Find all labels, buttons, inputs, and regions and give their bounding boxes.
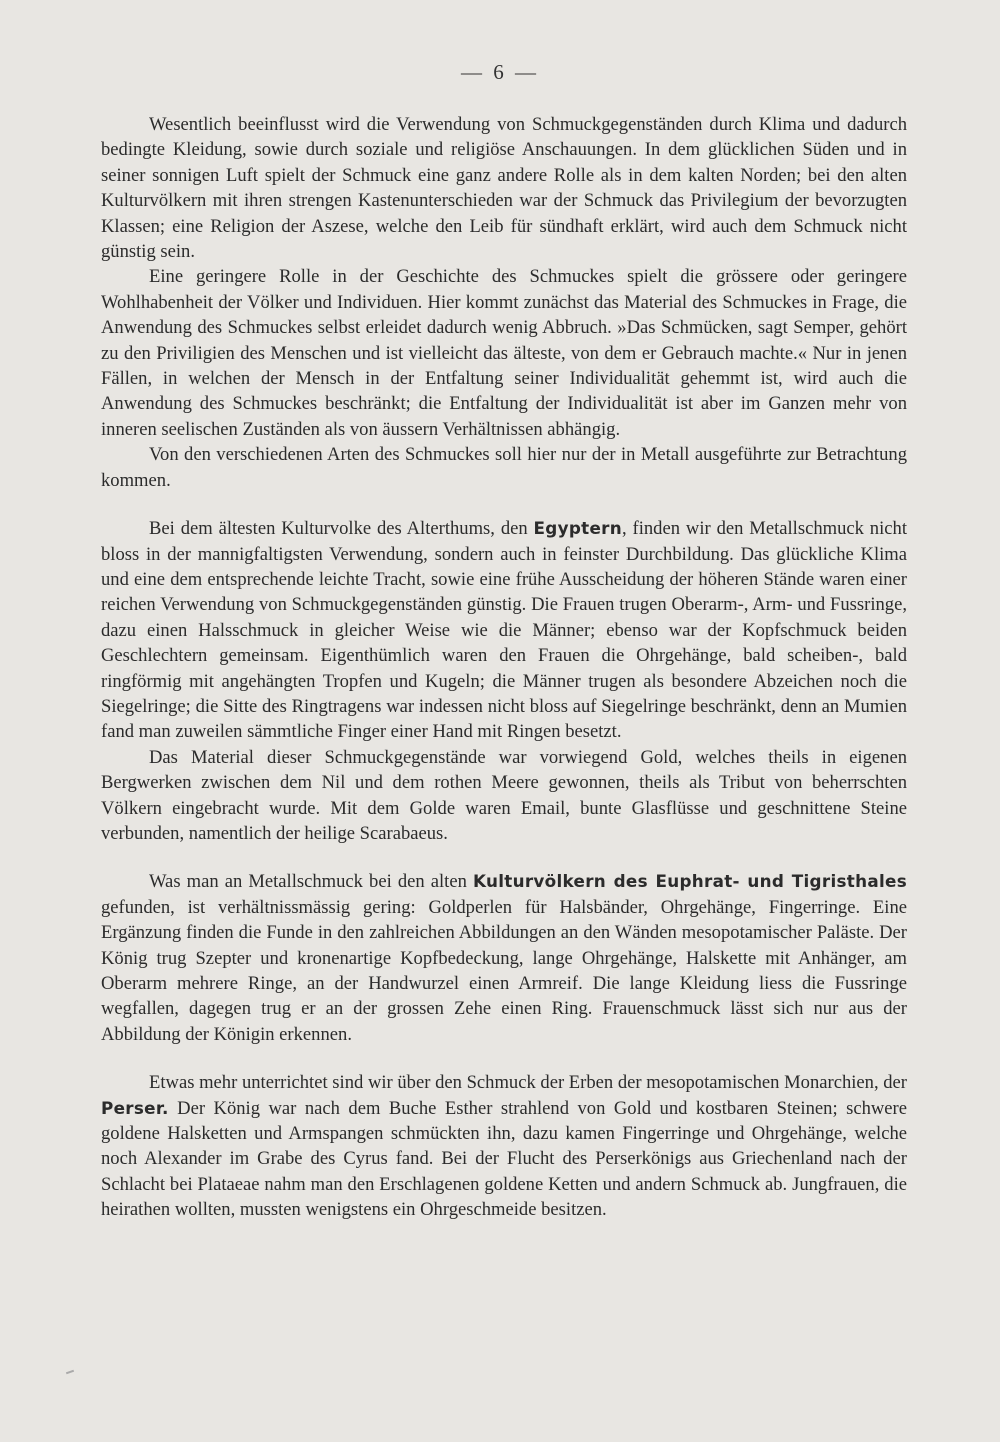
paragraph <box>101 264 907 442</box>
paragraph-text: Der König war nach dem Buche Esther strahlend von Gold und kostbaren Steinen; schwere goldene Halsketten und Armspangen schmückten ihn, dazu kamen Fingerringe und Ohrgehänge, welche noch Alexander im Grabe des Cyrus fand. Bei der Flucht des Perserkönigs aus Griechenland nach der Schlacht bei Plataeae nahm man den Erschlagenen goldene Ketten und andern Schmuck ab. Jungfrauen, die heirathen wollten, mussten wenigstens ein Ohrgeschmeide besitzen. <box>101 1097 907 1221</box>
paragraph-text: Was man an Metallschmuck bei den alten <box>149 871 473 893</box>
paragraph-text: Etwas mehr unterrichtet sind wir über den Schmuck der Erben der mesopotamischen Monarchien, der <box>149 1072 907 1094</box>
paragraph <box>101 442 907 493</box>
paragraph-text: Bei dem ältesten Kulturvolke des Alterthums, den <box>149 518 534 540</box>
paragraph-text: Wesentlich beeinflusst wird die Verwendung von Schmuckgegenständen durch Klima und dadurch bedingte Kleidung, sowie durch soziale und religiöse Anschauungen. In dem glücklichen Süden und in seiner sonnigen Luft spielt der Schmuck eine ganz andere Rolle als in dem kalten Norden; bei den alten Kulturvölkern mit ihren strengen Kastenunterschieden war der Schmuck das Privilegium der bevorzugten Klassen; eine Religion der Aszese, welche den Leib für sündhaft erklärt, wird auch dem Schmuck nicht günstig sein. <box>101 114 907 263</box>
paragraph-text: Eine geringere Rolle in der Geschichte des Schmuckes spielt die grössere oder geringere Wohlhabenheit der Völker und Individuen. Hier kommt zunächst das Material des Schmuckes in Frage, die Anwendung des Schmuckes selbst erleidet dadurch wenig Abbruch. »Das Schmücken, sagt Semper, gehört zu den Priviligien des Menschen und ist vielleicht das älteste, von dem er Gebrauch machte.« Nur in jenen Fällen, in welchen der Mensch in der Entfaltung seiner Individualität gehemmt ist, wird auch die Anwendung des Schmuckes beschränkt; die Entfaltung der Individualität ist aber im Ganzen mehr von inneren seelischen Zuständen als von äussern Verhältnissen abhängig. <box>101 266 907 440</box>
paragraph <box>101 745 907 847</box>
paragraph-text: , finden wir den Metallschmuck nicht bloss in der mannigfaltigsten Verwendung, sondern auch in feinster Durchbildung. Das glückliche Klima und eine dem entsprechende leichte Tracht, sowie eine frühe Ausscheidung der höheren Stände waren einer reichen Verwendung von Schmuckgegenständen günstig. Die Frauen trugen Oberarm-, Arm- und Fussringe, dazu einen Halsschmuck in gleicher Weise wie die Männer; ebenso war der Kopfschmuck beiden Geschlechtern gemeinsam. Eigenthümlich waren den Frauen die Ohrgehänge, bald scheiben-, bald ringförmig mit angehängten Tropfen und Kugeln; die Männer trugen als besondere Abzeichen noch die Siegelringe; die Sitte des Ringtragens war indessen nicht bloss auf Siegelringe beschränkt, denn an Mumien fand man zuweilen sämmtliche Finger einer Hand mit Ringen besetzt. <box>101 518 907 743</box>
page-number: — 6 — <box>461 60 539 84</box>
paragraph-text: gefunden, ist verhältnissmässig gering: Goldperlen für Halsbänder, Ohrgehänge, Fingerringe. Eine Ergänzung finden die Funde in den zahlreichen Abbildungen an den Wänden mesopotamischer Paläste. Der König trug Szepter und kronenartige Kopfbedeckung, lange Ohrgehänge, Halskette mit Anhänger, am Oberarm mehrere Ringe, an der Handwurzel einen Armreif. Die lange Kleidung liess die Fussringe wegfallen, dagegen trug er an der grossen Zehe einen Ring. Frauenschmuck lässt sich nur aus der Abbildung der Königin erkennen. <box>101 896 907 1045</box>
body-text <box>101 112 907 1223</box>
paragraph <box>101 112 907 264</box>
paragraph <box>101 869 907 1047</box>
paper-speck <box>66 1370 74 1375</box>
emphasized-term: Egyptern <box>533 518 622 539</box>
emphasized-term: Perser. <box>101 1097 169 1118</box>
paragraph-text: Von den verschiedenen Arten des Schmuckes soll hier nur der in Metall ausgeführte zur Betrachtung kommen. <box>101 444 907 491</box>
paragraph-text: Das Material dieser Schmuckgegenstände war vorwiegend Gold, welches theils in eigenen Bergwerken zwischen dem Nil und dem rothen Meere gewonnen, theils als Tribut von beherrschten Völkern eingebracht wurde. Mit dem Golde waren Email, bunte Glasflüsse und geschnittene Steine verbunden, namentlich der heilige Scarabaeus. <box>101 746 907 844</box>
paragraph <box>101 516 907 745</box>
emphasized-term: Kulturvölkern des Euphrat- und Tigristhales <box>472 871 907 892</box>
paragraph <box>101 1070 907 1222</box>
